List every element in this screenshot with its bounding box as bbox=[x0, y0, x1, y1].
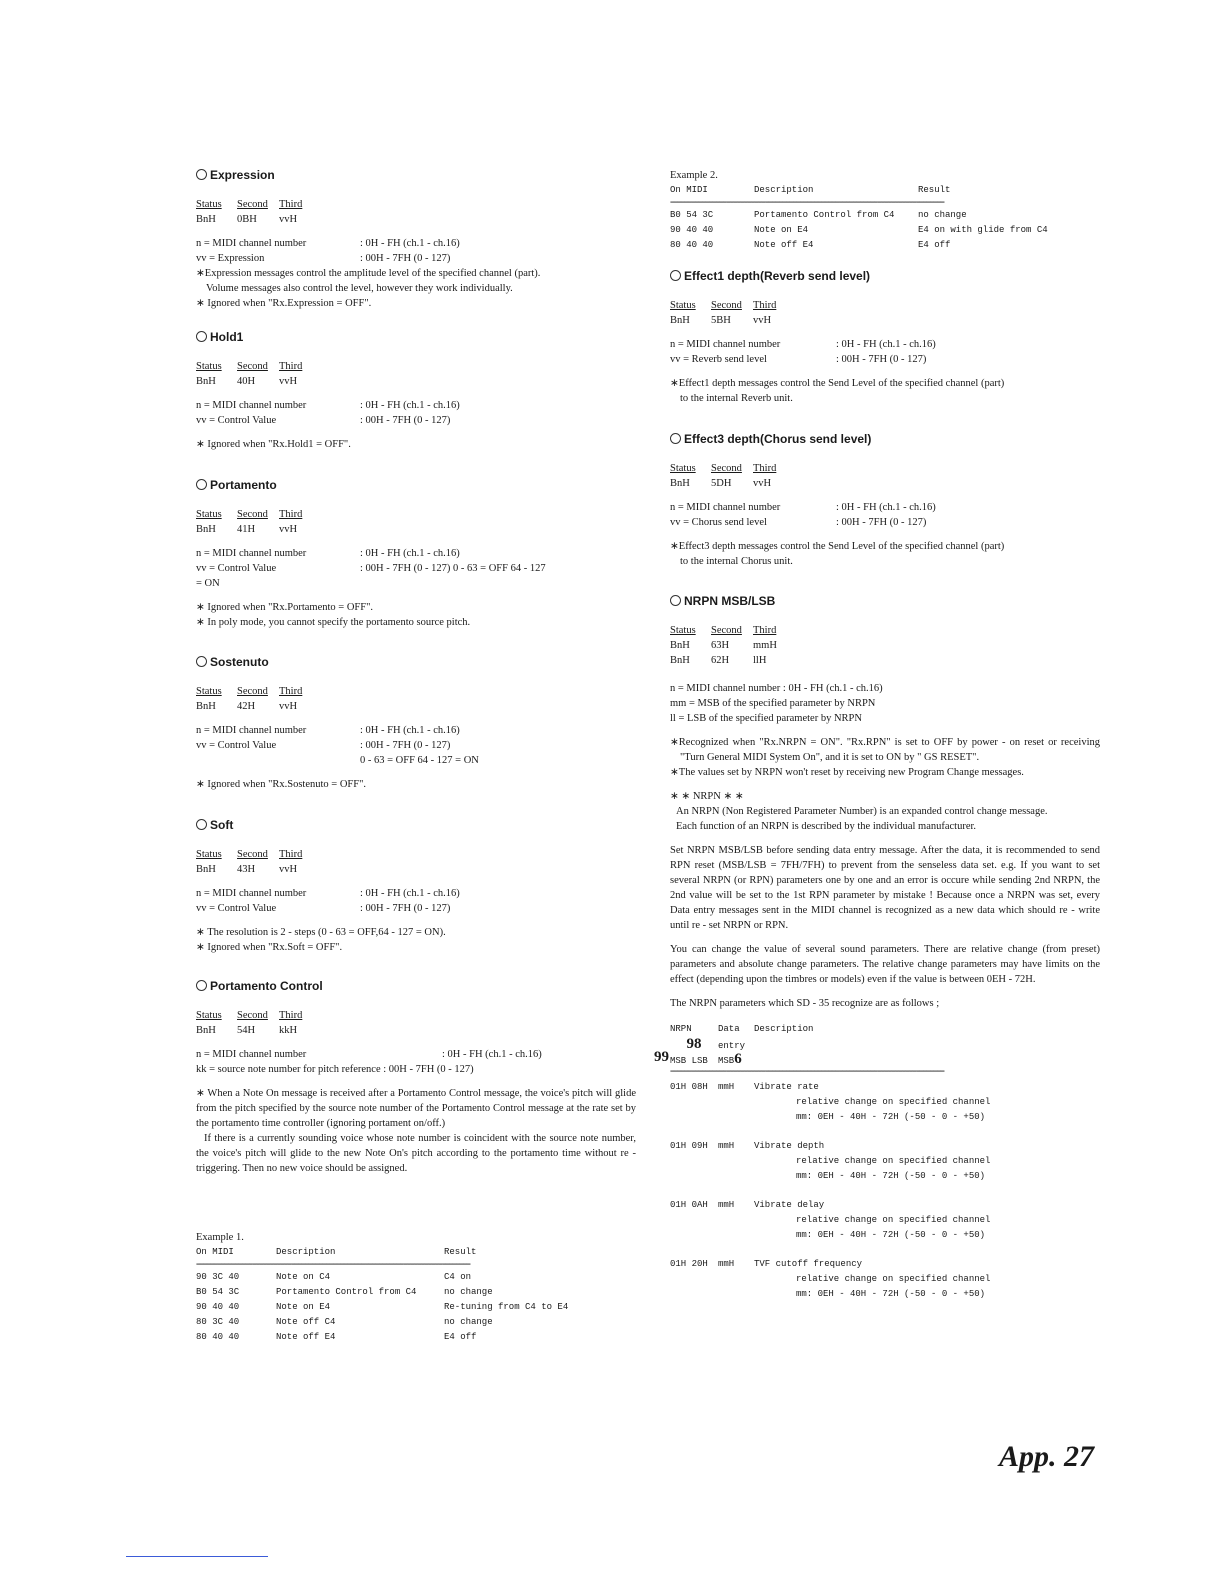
param-label: n = MIDI channel number bbox=[196, 1049, 307, 1060]
note: to the internal Reverb unit. bbox=[680, 393, 793, 404]
page-number: App. 27 bbox=[998, 1440, 1094, 1473]
val-status: BnH bbox=[196, 214, 216, 225]
note: ∗ The resolution is 2 - steps (0 - 63 = OFF,64 - 127 = ON). bbox=[196, 927, 446, 938]
section-title: Effect1 depth(Reverb send level) bbox=[670, 269, 1100, 283]
param-label: n = MIDI channel number bbox=[196, 888, 307, 899]
handwritten-note: 98 bbox=[686, 1036, 702, 1052]
val-third: vvH bbox=[279, 701, 298, 712]
val-status: BnH bbox=[196, 701, 216, 712]
val-second: 40H bbox=[237, 376, 256, 387]
param-value: : 00H - 7FH (0 - 127) 0 - 63 = OFF 64 - 127 bbox=[360, 563, 546, 574]
val-status: BnH bbox=[196, 864, 216, 875]
note: ∗Effect1 depth messages control the Send Level of the specified channel (part) bbox=[670, 378, 1005, 389]
table-row: 80 40 40 Note off E4 E4 off bbox=[670, 240, 951, 250]
note: ∗ Ignored when "Rx.Hold1 = OFF". bbox=[196, 439, 351, 450]
section-title: Expression bbox=[196, 168, 636, 182]
note: ∗ Ignored when "Rx.Sostenuto = OFF". bbox=[196, 779, 366, 790]
val-third: vvH bbox=[279, 864, 298, 875]
section-title: Effect3 depth(Chorus send level) bbox=[670, 432, 1100, 446]
table-row: B0 54 3C Portamento Control from C4 no change bbox=[196, 1287, 493, 1297]
paragraph: ∗ When a Note On message is received after a Portamento Control message, the voice's pitch will glide from the pitch specified by the source note number of the Portamento Control message at the rate set by the portamento time controller (ignoring portament on/off.) bbox=[196, 1088, 636, 1129]
param-value: : 00H - 7FH (0 - 127) bbox=[383, 1064, 474, 1075]
paragraph: Each function of an NRPN is described by the individual manufacturer. bbox=[676, 821, 977, 832]
params: n = MIDI channel number : 0H - FH (ch.1 - ch.16) mm = MSB of the specified parameter by NRPN ll = LSB of the specified parameter by NRPN bbox=[670, 683, 883, 724]
col-second: Second bbox=[237, 1010, 268, 1021]
example-1 bbox=[196, 1230, 636, 1345]
col-third: Third bbox=[279, 686, 303, 697]
nrpn-param: 01H 08H mmH Vibrate rate relative change on specified channel mm: 0EH - 40H - 72H (-50 - 0 - +50) bbox=[670, 1082, 991, 1122]
example-title: Example 1. bbox=[196, 1232, 244, 1243]
val-status: BnH bbox=[196, 376, 216, 387]
note: ∗ In poly mode, you cannot specify the portamento source pitch. bbox=[196, 617, 471, 628]
section-title: Soft bbox=[196, 818, 636, 832]
param-value: : 0H - FH (ch.1 - ch.16) bbox=[360, 238, 460, 249]
section-nrpn bbox=[654, 594, 1100, 1302]
note: ∗ Ignored when "Rx.Expression = OFF". bbox=[196, 298, 372, 309]
param-label: vv = Expression bbox=[196, 253, 265, 264]
table-header: NRPN Data Description bbox=[670, 1024, 814, 1034]
nrpn-param: 01H 09H mmH Vibrate depth relative change on specified channel mm: 0EH - 40H - 72H (-50 - 0 - +50) bbox=[670, 1141, 991, 1181]
paragraph: Set NRPN MSB/LSB before sending data entry message. After the data, it is recommended to send RPN reset (MSB/LSB = 7FH/7FH) to prevent from the senseless data set. e.g. If you want to set several NRPN (or RPN) parameters one by one and an error is occure while sending 2nd NRPN, the 2nd value will be set to the 1st RPN parameter by mistake ! Because once a NRPN was set, every Data entry messages sent in the MIDI channel is recognized as a new data which should re - write until re - set NRPN or RPN. bbox=[670, 845, 1100, 931]
nrpn-param: 01H 0AH mmH Vibrate delay relative change on specified channel mm: 0EH - 40H - 72H (-50 - 0 - +50) bbox=[670, 1200, 991, 1240]
params bbox=[196, 546, 636, 591]
circle-bullet-icon bbox=[670, 595, 681, 606]
nrpn-table bbox=[654, 1022, 1100, 1302]
handwritten-note: 99 bbox=[654, 1049, 669, 1065]
circle-bullet-icon bbox=[670, 270, 681, 281]
section-effect1 bbox=[670, 269, 1100, 406]
circle-bullet-icon bbox=[670, 433, 681, 444]
handwritten-note: 6 bbox=[734, 1051, 742, 1067]
params bbox=[196, 236, 636, 266]
status-table bbox=[196, 684, 636, 714]
val-second: 43H bbox=[237, 864, 256, 875]
section-soft bbox=[196, 818, 636, 955]
note: to the internal Chorus unit. bbox=[680, 556, 793, 567]
param-label: vv = Control Value bbox=[196, 740, 277, 751]
table-row: 80 40 40 Note off E4 E4 off bbox=[196, 1332, 477, 1342]
paragraph: The NRPN parameters which SD - 35 recognize are as follows ; bbox=[670, 998, 940, 1009]
section-title: Hold1 bbox=[196, 330, 636, 344]
status-table bbox=[196, 359, 636, 389]
param-label: n = MIDI channel number bbox=[196, 548, 307, 559]
col-status: Status bbox=[196, 849, 222, 860]
table-row: B0 54 3C Portamento Control from C4 no change bbox=[670, 210, 967, 220]
col-status: Status bbox=[196, 1010, 222, 1021]
col-second: Second bbox=[237, 199, 268, 210]
col-status: Status bbox=[196, 199, 222, 210]
param-label: n = MIDI channel number bbox=[196, 725, 307, 736]
status-table bbox=[196, 507, 636, 537]
section-title: Portamento Control bbox=[196, 979, 636, 993]
note: ∗The values set by NRPN won't reset by receiving new Program Change messages. bbox=[670, 767, 1024, 778]
params bbox=[196, 886, 636, 916]
section-sostenuto bbox=[196, 655, 636, 792]
col-status: Status bbox=[196, 361, 222, 372]
params bbox=[196, 398, 636, 428]
val-third: vvH bbox=[279, 376, 298, 387]
param-label: vv = Control Value bbox=[196, 563, 277, 574]
param-value: : 00H - 7FH (0 - 127) bbox=[360, 740, 451, 751]
section-title: Portamento bbox=[196, 478, 636, 492]
col-third: Third bbox=[279, 199, 303, 210]
circle-bullet-icon bbox=[196, 331, 207, 342]
example-header: On MIDI Description Result bbox=[196, 1247, 477, 1257]
section-portamento bbox=[196, 478, 636, 630]
val-third: vvH bbox=[279, 524, 298, 535]
col-second: Second bbox=[237, 686, 268, 697]
section-title: NRPN MSB/LSB bbox=[670, 594, 1100, 608]
note: ∗Effect3 depth messages control the Send Level of the specified channel (part) bbox=[670, 541, 1005, 552]
val-status: BnH bbox=[196, 1025, 216, 1036]
example-2 bbox=[670, 168, 1100, 253]
val-second: 41H bbox=[237, 524, 256, 535]
param-label: n = MIDI channel number bbox=[196, 400, 307, 411]
note: ∗Recognized when "Rx.NRPN = ON". "Rx.RPN" is set to OFF by power - on reset or receiving "Turn General MIDI System On", and it is set to ON by " GS RESET". bbox=[670, 737, 1100, 763]
note: ∗ Ignored when "Rx.Portamento = OFF". bbox=[196, 602, 373, 613]
status-table bbox=[196, 1008, 636, 1038]
param-label: vv = Control Value bbox=[196, 415, 277, 426]
param-label: vv = Control Value bbox=[196, 903, 277, 914]
divider: ============================================================================== bbox=[670, 198, 944, 207]
section-portamento-control bbox=[196, 979, 636, 1176]
paragraph: You can change the value of several sound parameters. There are relative change (from preset) parameters and absolute change parameters. The relative change parameters may have limits on the effect (depending upon the timbres or models) even if the value is between 0EH - 72H. bbox=[670, 944, 1100, 985]
param-value-cont: = ON bbox=[196, 578, 220, 589]
val-status: BnH bbox=[196, 524, 216, 535]
val-third: kkH bbox=[279, 1025, 298, 1036]
status-table: Status Second Third BnH 5DH vvH bbox=[670, 463, 777, 489]
table-row: 80 3C 40 Note off C4 no change bbox=[196, 1317, 493, 1327]
table-row: 90 3C 40 Note on C4 C4 on bbox=[196, 1272, 472, 1282]
table-row: 90 40 40 Note on E4 Re-tuning from C4 to E4 bbox=[196, 1302, 569, 1312]
example-header: On MIDI Description Result bbox=[670, 185, 951, 195]
nrpn-heading: ∗ ∗ NRPN ∗ ∗ bbox=[670, 791, 744, 802]
divider: ============================================================================== bbox=[196, 1260, 470, 1269]
divider: ============================================================================== bbox=[670, 1067, 944, 1076]
param-value: : 00H - 7FH (0 - 127) bbox=[360, 253, 451, 264]
status-table: Status Second Third BnH 5BH vvH bbox=[670, 300, 777, 326]
col-third: Third bbox=[279, 849, 303, 860]
status-table: Status Second Third BnH 63H mmH BnH 62H llH bbox=[670, 625, 777, 666]
col-third: Third bbox=[279, 509, 303, 520]
param-value: : 00H - 7FH (0 - 127) bbox=[360, 903, 451, 914]
paragraph: An NRPN (Non Registered Parameter Number) is an expanded control change message. bbox=[676, 806, 1048, 817]
param-value: : 00H - 7FH (0 - 127) bbox=[360, 415, 451, 426]
note: Volume messages also control the level, however they work individually. bbox=[206, 283, 513, 294]
paragraph: If there is a currently sounding voice whose note number is coincident with the source note number, the voice's pitch will glide to the new Note On's pitch according to the portamento time without re - triggering. Then no new voice should be assigned. bbox=[196, 1133, 636, 1174]
val-second: 54H bbox=[237, 1025, 256, 1036]
params bbox=[196, 723, 636, 768]
table-header: 99 MSB LSB MSB6 bbox=[654, 1049, 742, 1067]
col-second: Second bbox=[237, 361, 268, 372]
note: ∗Expression messages control the amplitude level of the specified channel (part). bbox=[196, 268, 541, 279]
section-hold1 bbox=[196, 330, 636, 452]
val-second: 0BH bbox=[237, 214, 257, 225]
section-title: Sostenuto bbox=[196, 655, 636, 669]
param-value-cont: 0 - 63 = OFF 64 - 127 = ON bbox=[360, 755, 479, 766]
status-table bbox=[196, 847, 636, 877]
circle-bullet-icon bbox=[196, 980, 207, 991]
param-label: kk = source note number for pitch reference bbox=[196, 1064, 381, 1075]
section-expression bbox=[196, 168, 636, 311]
params: n = MIDI channel number : 0H - FH (ch.1 - ch.16) vv = Reverb send level : 00H - 7FH (0 - 127) bbox=[670, 339, 936, 365]
col-third: Third bbox=[279, 361, 303, 372]
params bbox=[196, 1047, 636, 1077]
circle-bullet-icon bbox=[196, 656, 207, 667]
nrpn-param: 01H 20H mmH TVF cutoff frequency relative change on specified channel mm: 0EH - 40H - 72H (-50 - 0 - +50) bbox=[670, 1259, 991, 1299]
col-status: Status bbox=[196, 686, 222, 697]
param-value: : 0H - FH (ch.1 - ch.16) bbox=[360, 888, 460, 899]
param-value: : 0H - FH (ch.1 - ch.16) bbox=[360, 400, 460, 411]
note: ∗ Ignored when "Rx.Soft = OFF". bbox=[196, 942, 343, 953]
example-rows bbox=[196, 1270, 636, 1345]
val-third: vvH bbox=[279, 214, 298, 225]
param-value: : 0H - FH (ch.1 - ch.16) bbox=[442, 1049, 542, 1060]
circle-bullet-icon bbox=[196, 169, 207, 180]
params: n = MIDI channel number : 0H - FH (ch.1 - ch.16) vv = Chorus send level : 00H - 7FH (0 - 127) bbox=[670, 502, 936, 528]
param-value: : 0H - FH (ch.1 - ch.16) bbox=[360, 725, 460, 736]
table-header: 98 entry bbox=[686, 1036, 746, 1052]
status-table bbox=[196, 197, 636, 227]
table-row: 90 40 40 Note on E4 E4 on with glide from C4 bbox=[670, 225, 1048, 235]
col-status: Status bbox=[196, 509, 222, 520]
col-second: Second bbox=[237, 849, 268, 860]
section-effect3 bbox=[670, 432, 1100, 569]
param-value: : 0H - FH (ch.1 - ch.16) bbox=[360, 548, 460, 559]
example-title: Example 2. bbox=[670, 170, 718, 181]
param-label: n = MIDI channel number bbox=[196, 238, 307, 249]
col-third: Third bbox=[279, 1010, 303, 1021]
val-second: 42H bbox=[237, 701, 256, 712]
footer-rule bbox=[126, 1556, 268, 1557]
circle-bullet-icon bbox=[196, 819, 207, 830]
col-second: Second bbox=[237, 509, 268, 520]
circle-bullet-icon bbox=[196, 479, 207, 490]
